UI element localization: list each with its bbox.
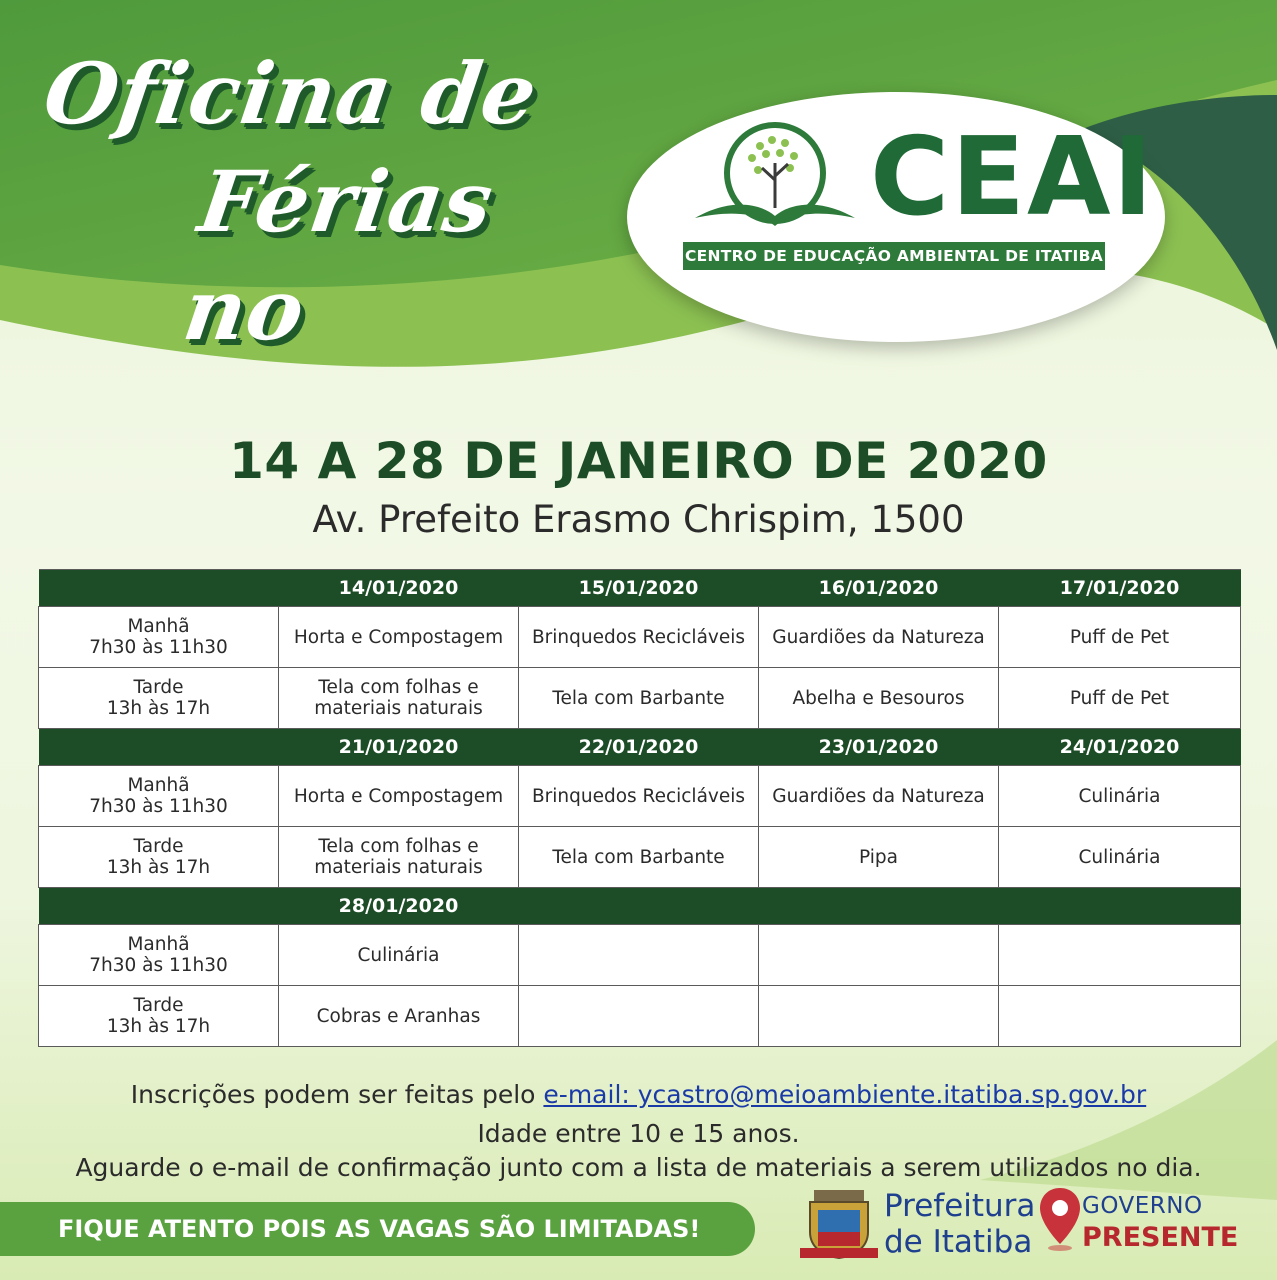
activity-cell: Guardiões da Natureza bbox=[759, 766, 999, 827]
period-name: Manhã bbox=[127, 934, 190, 955]
activity-cell bbox=[759, 986, 999, 1047]
date-header: 15/01/2020 bbox=[519, 570, 759, 607]
period-time: 7h30 às 11h30 bbox=[89, 796, 228, 817]
tree-book-icon bbox=[690, 118, 860, 238]
title-line-2: Férias no bbox=[177, 152, 500, 359]
period-cell bbox=[39, 986, 279, 1047]
week-header-row bbox=[39, 570, 1241, 607]
activity-cell: Brinquedos Recicláveis bbox=[519, 607, 759, 668]
date-header: 21/01/2020 bbox=[279, 729, 519, 766]
activity-cell: Culinária bbox=[279, 925, 519, 986]
date-header bbox=[999, 888, 1241, 925]
limited-spots-banner: FIQUE ATENTO POIS AS VAGAS SÃO LIMITADAS! bbox=[0, 1202, 755, 1256]
activity-cell bbox=[519, 925, 759, 986]
activity-cell: Culinária bbox=[999, 827, 1241, 888]
activity-cell bbox=[999, 925, 1241, 986]
date-header: 16/01/2020 bbox=[759, 570, 999, 607]
period-time: 7h30 às 11h30 bbox=[89, 637, 228, 658]
age-line: Idade entre 10 e 15 anos. bbox=[477, 1119, 800, 1148]
period-cell bbox=[39, 827, 279, 888]
activity-cell: Tela com folhas e materiais naturais bbox=[279, 668, 519, 729]
period-name: Tarde bbox=[133, 836, 184, 857]
date-header: 28/01/2020 bbox=[279, 888, 519, 925]
logo-wordmark: CEAI bbox=[870, 115, 1155, 240]
header-blank-cell bbox=[39, 570, 279, 607]
table-row bbox=[39, 986, 1241, 1047]
table-row bbox=[39, 766, 1241, 827]
period-cell bbox=[39, 668, 279, 729]
date-header: 24/01/2020 bbox=[999, 729, 1241, 766]
activity-cell bbox=[759, 925, 999, 986]
registration-text: Inscrições podem ser feitas pelo bbox=[130, 1080, 544, 1109]
activity-cell: Tela com Barbante bbox=[519, 668, 759, 729]
prefeitura-line-1: Prefeitura bbox=[884, 1188, 1036, 1224]
period-time: 7h30 às 11h30 bbox=[89, 955, 228, 976]
activity-cell: Tela com Barbante bbox=[519, 827, 759, 888]
location-pin-icon bbox=[1038, 1186, 1082, 1252]
activity-cell: Culinária bbox=[999, 766, 1241, 827]
period-time: 13h às 17h bbox=[106, 698, 211, 719]
period-time: 13h às 17h bbox=[106, 1016, 211, 1037]
prefeitura-logo bbox=[884, 1188, 1035, 1260]
activity-cell bbox=[519, 986, 759, 1047]
period-name: Manhã bbox=[127, 616, 190, 637]
date-header: 17/01/2020 bbox=[999, 570, 1241, 607]
activity-cell: Tela com folhas e materiais naturais bbox=[279, 827, 519, 888]
event-dates: 14 A 28 DE JANEIRO DE 2020 bbox=[229, 432, 1048, 490]
period-time: 13h às 17h bbox=[106, 857, 211, 878]
activity-cell: Cobras e Aranhas bbox=[279, 986, 519, 1047]
table-row bbox=[39, 925, 1241, 986]
activity-cell: Guardiões da Natureza bbox=[759, 607, 999, 668]
period-cell bbox=[39, 607, 279, 668]
date-header bbox=[519, 888, 759, 925]
title-line-1: Oficina de bbox=[38, 44, 544, 143]
confirmation-line: Aguarde o e-mail de confirmação junto com a lista de materiais a serem utilizados no dia. bbox=[75, 1153, 1202, 1182]
date-header: 22/01/2020 bbox=[519, 729, 759, 766]
table-row bbox=[39, 827, 1241, 888]
header-blank-cell bbox=[39, 888, 279, 925]
prefeitura-line-2: de Itatiba bbox=[884, 1224, 1033, 1260]
activity-cell bbox=[999, 986, 1241, 1047]
registration-line bbox=[0, 1080, 1277, 1109]
period-cell bbox=[39, 766, 279, 827]
activity-cell: Pipa bbox=[759, 827, 999, 888]
date-header bbox=[759, 888, 999, 925]
schedule-table bbox=[38, 569, 1241, 1047]
header-blank-cell bbox=[39, 729, 279, 766]
activity-cell: Horta e Compostagem bbox=[279, 607, 519, 668]
date-header: 23/01/2020 bbox=[759, 729, 999, 766]
activity-cell: Abelha e Besouros bbox=[759, 668, 999, 729]
table-row bbox=[39, 668, 1241, 729]
activity-cell: Brinquedos Recicláveis bbox=[519, 766, 759, 827]
period-name: Tarde bbox=[133, 677, 184, 698]
email-link[interactable]: e-mail: ycastro@meioambiente.itatiba.sp.gov.br bbox=[543, 1080, 1147, 1109]
date-header: 14/01/2020 bbox=[279, 570, 519, 607]
period-name: Tarde bbox=[133, 995, 184, 1016]
week-header-row bbox=[39, 888, 1241, 925]
presente-text: PRESENTE bbox=[1082, 1222, 1239, 1253]
table-row bbox=[39, 607, 1241, 668]
period-cell bbox=[39, 925, 279, 986]
governo-text: GOVERNO bbox=[1082, 1193, 1203, 1219]
activity-cell: Puff de Pet bbox=[999, 668, 1241, 729]
logo-subtitle: CENTRO DE EDUCAÇÃO AMBIENTAL DE ITATIBA bbox=[683, 242, 1105, 270]
week-header-row bbox=[39, 729, 1241, 766]
event-address: Av. Prefeito Erasmo Chrispim, 1500 bbox=[312, 498, 965, 541]
activity-cell: Horta e Compostagem bbox=[279, 766, 519, 827]
period-name: Manhã bbox=[127, 775, 190, 796]
event-title bbox=[7, 40, 653, 364]
activity-cell: Puff de Pet bbox=[999, 607, 1241, 668]
city-crest-icon bbox=[800, 1188, 878, 1260]
